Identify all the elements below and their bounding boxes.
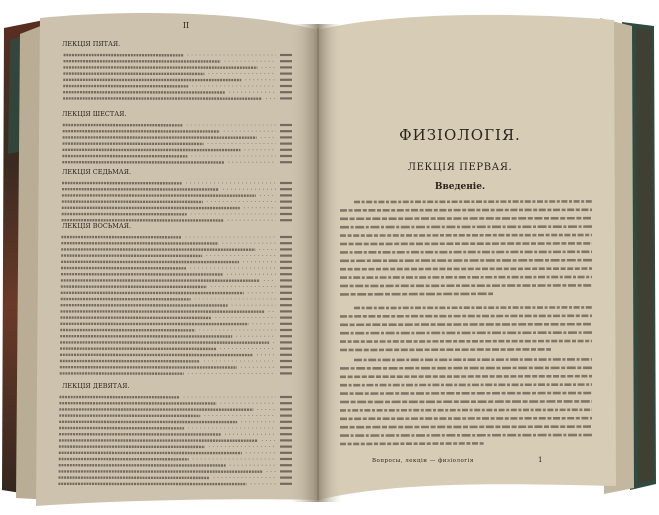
body-text-line	[340, 427, 592, 428]
body-text-line	[340, 285, 592, 286]
body-text-line	[340, 260, 592, 261]
right-cover-marble	[636, 28, 654, 484]
body-text-line	[354, 359, 592, 360]
toc-heading: ЛЕКЦІЯ СЕДЬМАЯ.	[62, 168, 132, 176]
body-text-line	[340, 333, 592, 334]
body-text-line	[340, 324, 592, 325]
gutter-shadow-right	[318, 24, 342, 502]
body-text-line	[340, 401, 592, 402]
toc-heading: ЛЕКЦІЯ ШЕСТАЯ.	[62, 110, 127, 118]
left-page-number: II	[182, 21, 190, 30]
body-text-line	[340, 418, 592, 419]
body-text-line	[340, 376, 592, 377]
lecture-heading: ЛЕКЦІЯ ПЕРВАЯ.	[407, 162, 513, 173]
right-page-number: 1	[538, 456, 543, 464]
body-text-line	[340, 227, 592, 228]
body-text-line	[340, 269, 592, 270]
page-footer: Вопросы, лекціи — физіологія	[372, 458, 474, 464]
gutter-shadow-left	[290, 24, 318, 502]
body-text-line	[340, 393, 592, 394]
toc-heading: ЛЕКЦІЯ ВОСЬМАЯ.	[62, 222, 132, 230]
body-text-line	[340, 210, 592, 211]
body-text-line	[340, 368, 592, 369]
section-heading: Введеніе.	[434, 182, 486, 192]
body-text-line	[340, 316, 592, 317]
body-text-line	[340, 435, 592, 436]
body-text-line	[340, 218, 592, 219]
page-title: ФИЗІОЛОГІЯ.	[399, 126, 521, 144]
toc-heading: ЛЕКЦІЯ ПЯТАЯ.	[62, 40, 121, 48]
toc-heading: ЛЕКЦІЯ ДЕВЯТАЯ.	[62, 382, 130, 390]
